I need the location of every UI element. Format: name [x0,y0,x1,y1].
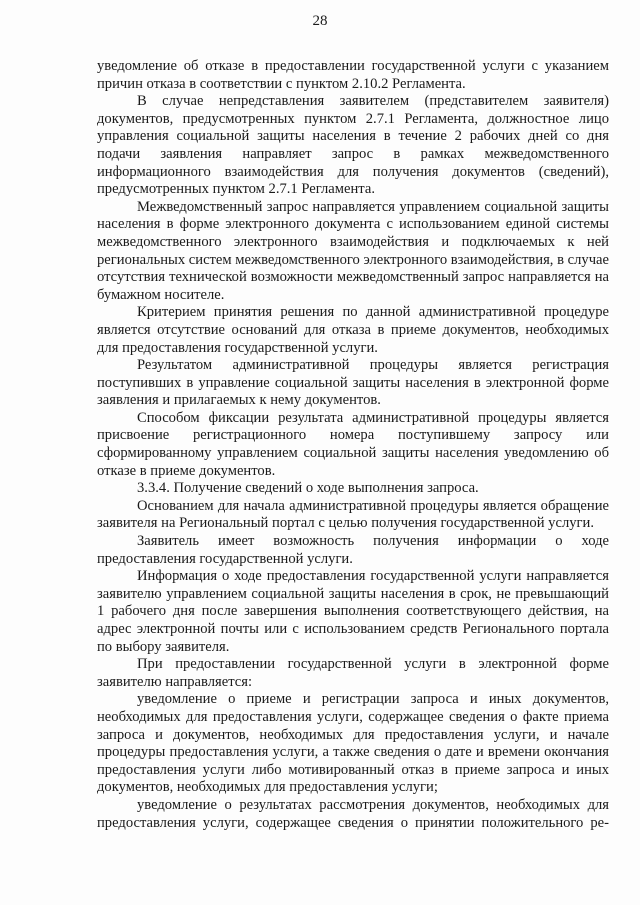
paragraph: уведомление об отказе в предоставлении государственной услуги с указанием причин отказа в соответствии с пунктом 2.10.2 Регламента. [97,58,609,92]
page-number: 28 [312,13,328,29]
list-item: уведомление о результатах рассмотрения документов, необходимых для предоставления услуги, содержащее сведения о принятии положительного ре- [97,796,609,831]
paragraph: Критерием принятия решения по данной административной процедуре является отсутствие оснований для отказа в приеме документов, необходимых для предоставления государственной услуги. [97,304,609,356]
list-item: уведомление о приеме и регистрации запроса и иных документов, необходимых для предоставления услуги, содержащее сведения о факте приема запроса и документов, необходимых для предоставления услуги, и начале процедуры предоставления услуги, а также сведения о дате и времени окончания предоставления услуги либо мотивированный отказ в приеме запроса и иных документов, необходимых для предоставления услуги; [97,691,609,796]
paragraph: Заявитель имеет возможность получения информации о ходе предоставления государственной услуги. [97,533,609,567]
document-body [97,58,609,832]
paragraph: При предоставлении государственной услуги в электронной форме заявителю направляется: [97,656,609,690]
section-heading: 3.3.4. Получение сведений о ходе выполнения запроса. [137,480,479,497]
paragraph: В случае непредставления заявителем (представителем заявителя) документов, предусмотренных пунктом 2.7.1 Регламента, должностное лицо управления социальной защиты населения в течение 2 рабочих дней со дня подачи заявления направляет запрос в рамках межведомственного информационного взаимодействия для получения документов (сведений), предусмотренных пунктом 2.7.1 Регламента. [97,93,609,198]
paragraph: Результатом административной процедуры является регистрация поступивших в управление социальной защиты населения в электронной форме заявления и прилагаемых к нему документов. [97,357,609,409]
paragraph: Межведомственный запрос направляется управлением социальной защиты населения в форме электронного документа с использованием единой системы межведомственного электронного взаимодействия и подключаемых к ней региональных систем межведомственного электронного взаимодействия, в случае отсутствия технической возможности межведомственный запрос направляется на бумажном носителе. [97,198,609,303]
paragraph: Основанием для начала административной процедуры является обращение заявителя на Региональный портал с целью получения государственной услуги. [97,497,609,532]
paragraph: Способом фиксации результата административной процедуры является присвоение регистрационного номера поступившему запросу или сформированному управлением социальной защиты населения уведомлению об отказе в приеме документов. [97,409,609,479]
paragraph: Информация о ходе предоставления государственной услуги направляется заявителю управлением социальной защиты населения в срок, не превышающий 1 рабочего дня после завершения выполнения соответствующего действия, на адрес электронной почты или с использованием средств Регионального портала по выбору заявителя. [97,568,609,655]
